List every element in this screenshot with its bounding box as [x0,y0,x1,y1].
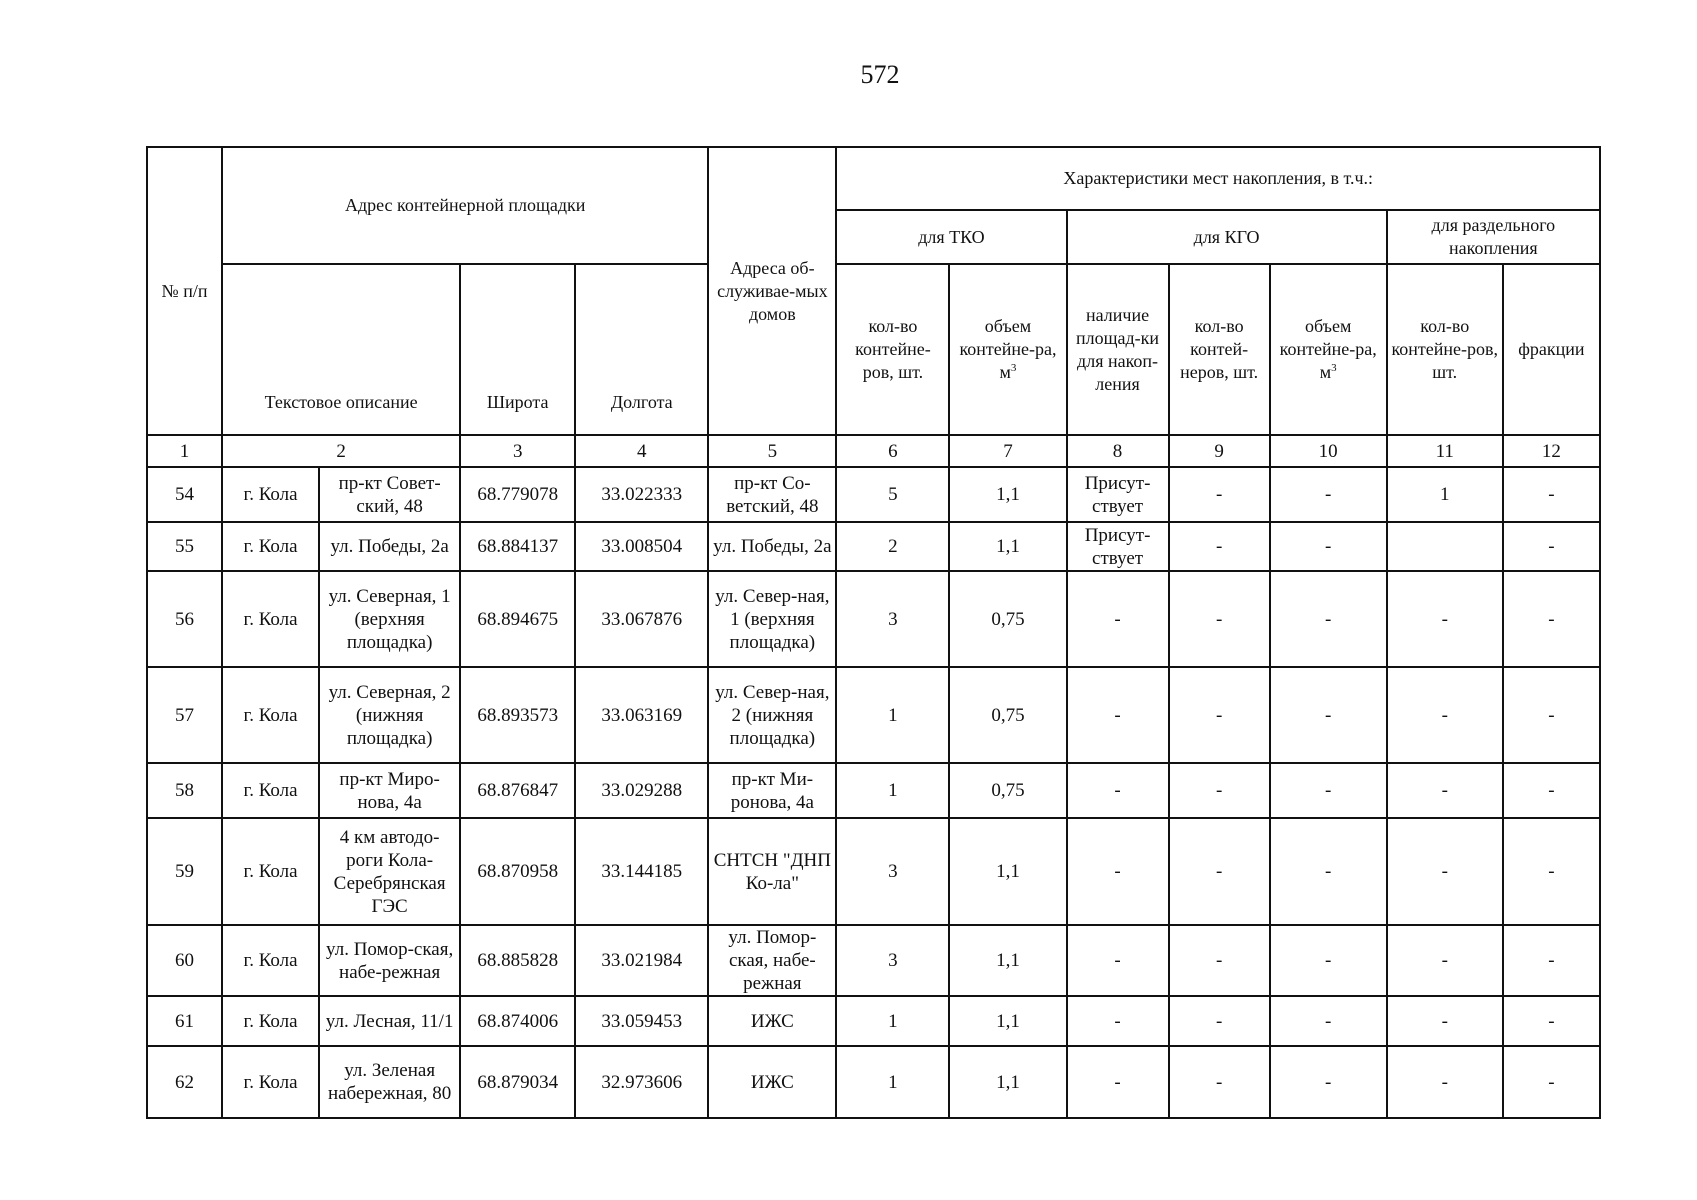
cell-kgo-volume: - [1270,818,1387,925]
cell-kgo-presence: - [1067,818,1169,925]
cell-served: пр-кт Ми-ронова, 4а [708,763,836,818]
cell-longitude: 33.144185 [575,818,708,925]
table-row [147,763,1600,818]
cell-latitude: 68.885828 [460,925,575,996]
cell-served: пр-кт Со-ветский, 48 [708,467,836,522]
header-sep-count: кол-во контейне-ров, шт. [1387,264,1503,435]
cell-num: 59 [147,818,222,925]
cell-tko-count: 3 [836,571,949,667]
table-row [147,667,1600,763]
col-number: 7 [949,435,1066,467]
cell-city: г. Кола [222,925,319,996]
col-number: 12 [1503,435,1600,467]
cell-latitude: 68.779078 [460,467,575,522]
column-number-row [147,435,1600,467]
cell-kgo-volume: - [1270,667,1387,763]
cell-served: ИЖС [708,1046,836,1118]
header-longitude: Долгота [575,264,708,435]
cell-kgo-count: - [1169,925,1270,996]
cell-tko-count: 2 [836,522,949,571]
cell-description: ул. Лесная, 11/1 [319,996,460,1046]
header-characteristics: Характеристики мест накопления, в т.ч.: [836,147,1600,210]
cell-longitude: 33.022333 [575,467,708,522]
cell-city: г. Кола [222,996,319,1046]
cell-sep-fractions: - [1503,467,1600,522]
cell-served: ИЖС [708,996,836,1046]
cell-city: г. Кола [222,667,319,763]
table-header [147,147,1600,467]
header-served: Адреса об-служивае-мых домов [708,147,836,435]
table-row [147,522,1600,571]
cell-tko-volume: 1,1 [949,996,1066,1046]
col-number: 6 [836,435,949,467]
cell-sep-fractions: - [1503,667,1600,763]
cell-kgo-volume: - [1270,763,1387,818]
cell-kgo-presence: - [1067,667,1169,763]
cell-sep-count: - [1387,925,1503,996]
header-num: № п/п [147,147,222,435]
col-number: 9 [1169,435,1270,467]
cell-latitude: 68.876847 [460,763,575,818]
tko-volume-unit: м [999,362,1011,382]
header-tko: для ТКО [836,210,1066,264]
cell-served: ул. Север-ная, 1 (верхняя площадка) [708,571,836,667]
cell-latitude: 68.893573 [460,667,575,763]
cell-tko-volume: 1,1 [949,522,1066,571]
cell-latitude: 68.870958 [460,818,575,925]
cell-kgo-count: - [1169,571,1270,667]
col-number: 11 [1387,435,1503,467]
cell-kgo-count: - [1169,818,1270,925]
cell-tko-volume: 1,1 [949,818,1066,925]
cell-kgo-volume: - [1270,1046,1387,1118]
cell-sep-count [1387,522,1503,571]
header-kgo-presence: наличие площад-ки для накоп-ления [1067,264,1169,435]
header-kgo-volume [1270,264,1387,435]
cell-longitude: 33.029288 [575,763,708,818]
cell-num: 55 [147,522,222,571]
cell-latitude: 68.874006 [460,996,575,1046]
cell-sep-fractions: - [1503,763,1600,818]
cell-city: г. Кола [222,763,319,818]
kgo-volume-label: объем контейне-ра, [1279,316,1377,359]
cell-num: 57 [147,667,222,763]
cell-city: г. Кола [222,1046,319,1118]
cell-city: г. Кола [222,818,319,925]
cell-num: 61 [147,996,222,1046]
cell-kgo-volume: - [1270,571,1387,667]
cell-kgo-count: - [1169,763,1270,818]
cell-sep-count: - [1387,1046,1503,1118]
cell-kgo-volume: - [1270,925,1387,996]
cell-tko-count: 3 [836,818,949,925]
table-row [147,818,1600,925]
container-sites-table [146,146,1601,1119]
table-row [147,571,1600,667]
cell-description: ул. Северная, 2 (нижняя площадка) [319,667,460,763]
table-body [147,467,1600,1118]
cell-num: 56 [147,571,222,667]
cell-city: г. Кола [222,571,319,667]
cell-sep-fractions: - [1503,925,1600,996]
cell-tko-count: 1 [836,1046,949,1118]
cell-kgo-count: - [1169,1046,1270,1118]
kgo-volume-unit: м [1319,362,1332,382]
col-number: 1 [147,435,222,467]
cell-longitude: 33.008504 [575,522,708,571]
cell-description: ул. Победы, 2а [319,522,460,571]
header-latitude: Широта [460,264,575,435]
col-number: 8 [1067,435,1169,467]
table-row [147,925,1600,996]
cell-description: ул. Северная, 1 (верхняя площадка) [319,571,460,667]
col-number: 10 [1270,435,1387,467]
cell-tko-volume: 1,1 [949,925,1066,996]
cell-city: г. Кола [222,522,319,571]
cell-latitude: 68.884137 [460,522,575,571]
cell-kgo-count: - [1169,467,1270,522]
cell-description: ул. Зеленая набережная, 80 [319,1046,460,1118]
cell-sep-fractions: - [1503,818,1600,925]
cell-sep-fractions: - [1503,1046,1600,1118]
cell-sep-fractions: - [1503,522,1600,571]
cell-tko-count: 5 [836,467,949,522]
cell-tko-count: 3 [836,925,949,996]
cell-num: 60 [147,925,222,996]
table-row [147,467,1600,522]
cell-description: 4 км автодо-роги Кола-Серебрянская ГЭС [319,818,460,925]
tko-volume-exp: 3 [1010,362,1017,374]
cell-tko-volume: 0,75 [949,571,1066,667]
page-number: 572 [860,60,900,89]
table-row [147,996,1600,1046]
cell-tko-count: 1 [836,667,949,763]
cell-tko-volume: 1,1 [949,467,1066,522]
col-number: 3 [460,435,575,467]
cell-tko-volume: 1,1 [949,1046,1066,1118]
cell-kgo-presence: Присут-ствует [1067,467,1169,522]
cell-kgo-volume: - [1270,996,1387,1046]
cell-num: 58 [147,763,222,818]
cell-longitude: 33.021984 [575,925,708,996]
cell-description: ул. Помор-ская, набе-режная [319,925,460,996]
tko-volume-label: объем контейне-ра, [959,316,1057,359]
header-separate: для раздельного накопления [1387,210,1600,264]
cell-tko-volume: 0,75 [949,763,1066,818]
cell-kgo-presence: - [1067,1046,1169,1118]
cell-latitude: 68.894675 [460,571,575,667]
cell-sep-fractions: - [1503,996,1600,1046]
cell-kgo-presence: - [1067,925,1169,996]
cell-kgo-count: - [1169,522,1270,571]
cell-served: ул. Победы, 2а [708,522,836,571]
header-tko-volume [949,264,1066,435]
cell-sep-count: 1 [1387,467,1503,522]
cell-served: ул. Север-ная, 2 (нижняя площадка) [708,667,836,763]
cell-tko-count: 1 [836,996,949,1046]
header-text-description: Текстовое описание [222,264,460,435]
cell-kgo-count: - [1169,996,1270,1046]
header-kgo: для КГО [1067,210,1387,264]
cell-sep-count: - [1387,667,1503,763]
header-address: Адрес контейнерной площадки [222,147,708,264]
cell-city: г. Кола [222,467,319,522]
cell-description: пр-кт Миро-нова, 4а [319,763,460,818]
header-sep-fractions: фракции [1503,264,1600,435]
cell-sep-fractions: - [1503,571,1600,667]
cell-tko-volume: 0,75 [949,667,1066,763]
cell-kgo-presence: - [1067,763,1169,818]
cell-description: пр-кт Совет-ский, 48 [319,467,460,522]
cell-longitude: 33.063169 [575,667,708,763]
cell-tko-count: 1 [836,763,949,818]
col-number: 2 [222,435,460,467]
cell-served: СНТСН "ДНП Ко-ла" [708,818,836,925]
cell-kgo-presence: - [1067,571,1169,667]
cell-longitude: 33.059453 [575,996,708,1046]
col-number: 4 [575,435,708,467]
cell-sep-count: - [1387,763,1503,818]
col-number: 5 [708,435,836,467]
cell-sep-count: - [1387,818,1503,925]
cell-longitude: 32.973606 [575,1046,708,1118]
cell-served: ул. Помор-ская, набе-режная [708,925,836,996]
cell-sep-count: - [1387,996,1503,1046]
cell-longitude: 33.067876 [575,571,708,667]
kgo-volume-exp: 3 [1331,362,1337,374]
cell-sep-count: - [1387,571,1503,667]
cell-kgo-volume: - [1270,467,1387,522]
cell-kgo-count: - [1169,667,1270,763]
header-kgo-count: кол-во контей-неров, шт. [1169,264,1270,435]
cell-kgo-presence: Присут-ствует [1067,522,1169,571]
cell-kgo-presence: - [1067,996,1169,1046]
cell-latitude: 68.879034 [460,1046,575,1118]
cell-num: 62 [147,1046,222,1118]
table-row [147,1046,1600,1118]
header-tko-count: кол-во контейне-ров, шт. [836,264,949,435]
cell-kgo-volume: - [1270,522,1387,571]
cell-num: 54 [147,467,222,522]
